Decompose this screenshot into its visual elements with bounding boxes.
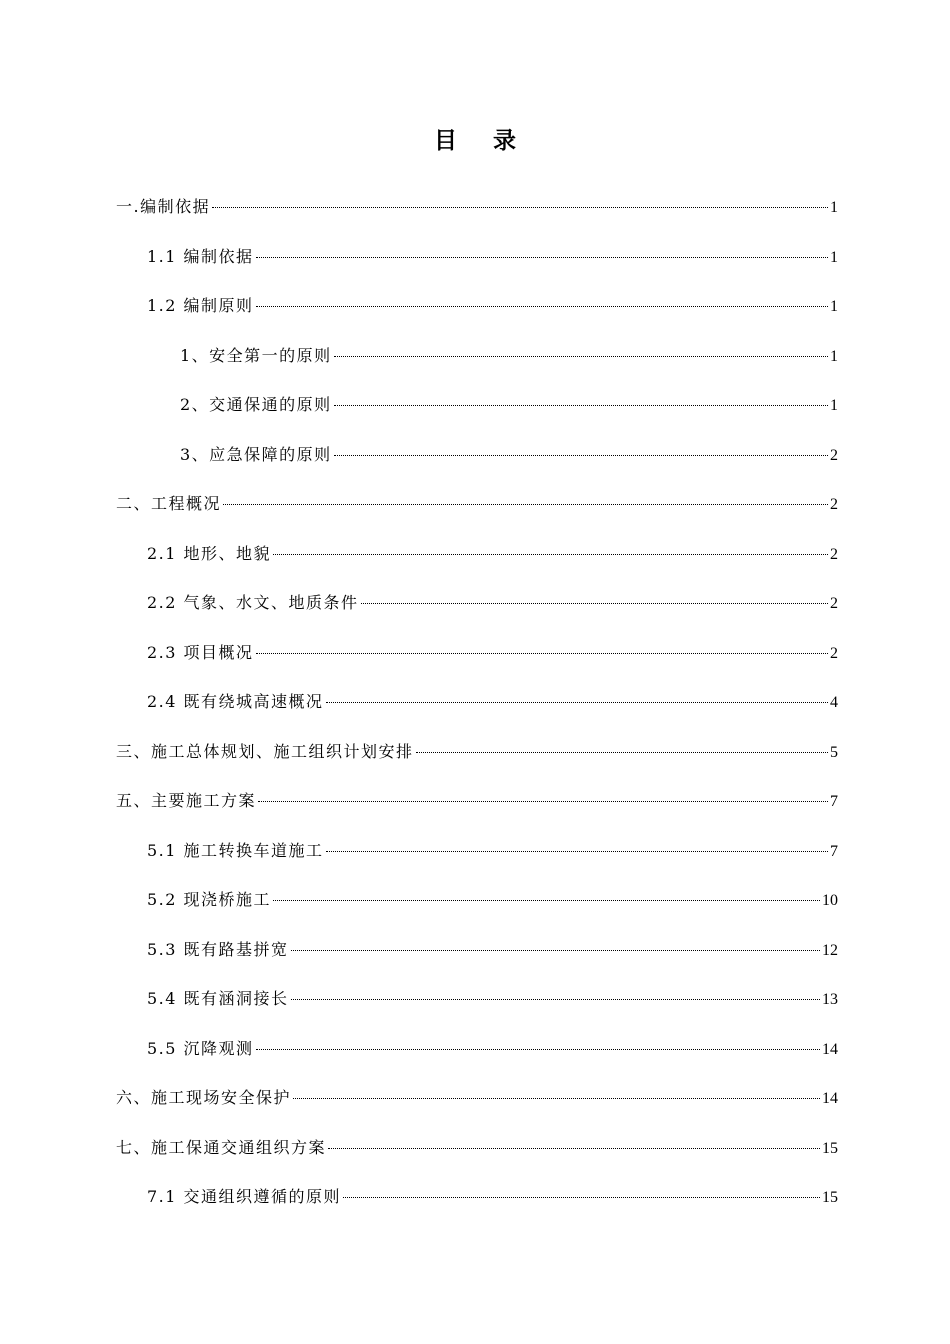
toc-entry[interactable] xyxy=(116,1081,838,1131)
toc-dot-leader xyxy=(256,257,828,258)
toc-entry[interactable] xyxy=(116,784,838,834)
toc-dot-leader xyxy=(343,1197,820,1198)
toc-entry-text: 五、主要施工方案 xyxy=(116,791,257,810)
toc-dot-leader xyxy=(256,1049,820,1050)
toc-dot-leader xyxy=(273,554,828,555)
toc-entry[interactable] xyxy=(116,388,838,438)
toc-entry-text: 1、安全第一的原则 xyxy=(180,345,332,365)
toc-dot-leader xyxy=(212,207,828,208)
toc-page-number: 2 xyxy=(830,545,838,563)
toc-entry[interactable] xyxy=(116,834,838,884)
toc-entry-text: 2.1 地形、地貌 xyxy=(147,543,272,563)
toc-dot-leader xyxy=(361,603,828,604)
toc-entry[interactable] xyxy=(116,1131,838,1181)
toc-entry[interactable] xyxy=(116,735,838,785)
toc-dot-leader xyxy=(326,702,828,703)
toc-page-number: 7 xyxy=(830,793,838,810)
toc-page-number: 15 xyxy=(822,1139,838,1157)
toc-page-number: 15 xyxy=(822,1189,838,1206)
toc-entry-text: 1.2 编制原则 xyxy=(147,296,254,315)
toc-page-number: 5 xyxy=(830,743,838,761)
toc-entry-text: 一.编制依据 xyxy=(116,197,211,216)
toc-dot-leader xyxy=(291,999,820,1000)
toc-page-number: 14 xyxy=(822,1090,838,1107)
toc-dot-leader xyxy=(334,455,828,456)
toc-page-number: 10 xyxy=(822,892,838,909)
toc-entry[interactable] xyxy=(116,586,838,636)
toc-page-number: 1 xyxy=(830,248,838,266)
toc-entry[interactable] xyxy=(116,438,838,488)
toc-page-number: 7 xyxy=(830,842,838,860)
toc-entry-text: 3、应急保障的原则 xyxy=(180,444,332,464)
toc-dot-leader xyxy=(291,950,820,951)
toc-page-number: 2 xyxy=(830,446,838,464)
toc-entry-text: 2.2 气象、水文、地质条件 xyxy=(147,593,359,612)
toc-page-number: 14 xyxy=(822,1040,838,1058)
toc-entry[interactable] xyxy=(116,685,838,735)
toc-list xyxy=(116,190,838,1230)
toc-page-number: 2 xyxy=(830,644,838,662)
toc-entry-text: 二、工程概况 xyxy=(116,494,222,513)
toc-entry[interactable] xyxy=(116,1032,838,1082)
toc-title: 目 录 xyxy=(433,128,530,154)
toc-dot-leader xyxy=(256,653,828,654)
toc-entry-text: 2.4 既有绕城高速概况 xyxy=(147,692,324,711)
toc-page-number: 1 xyxy=(830,199,838,216)
toc-page-number: 2 xyxy=(830,496,838,513)
toc-entry-text: 5.4 既有涵洞接长 xyxy=(147,989,289,1008)
toc-dot-leader xyxy=(273,900,820,901)
toc-dot-leader xyxy=(328,1148,820,1149)
toc-entry-text: 7.1 交通组织遵循的原则 xyxy=(147,1187,342,1206)
toc-entry[interactable] xyxy=(116,537,838,587)
toc-dot-leader xyxy=(223,504,828,505)
toc-entry-text: 七、施工保通交通组织方案 xyxy=(116,1137,327,1157)
toc-entry-text: 2.3 项目概况 xyxy=(147,642,254,662)
toc-dot-leader xyxy=(293,1098,820,1099)
toc-entry[interactable] xyxy=(116,1180,838,1230)
toc-dot-leader xyxy=(334,356,828,357)
toc-page-number: 12 xyxy=(822,941,838,959)
toc-entry[interactable] xyxy=(116,487,838,537)
toc-dot-leader xyxy=(256,306,828,307)
toc-dot-leader xyxy=(258,801,828,802)
toc-entry[interactable] xyxy=(116,982,838,1032)
toc-entry-text: 5.5 沉降观测 xyxy=(147,1038,254,1058)
toc-entry[interactable] xyxy=(116,289,838,339)
toc-page-number: 1 xyxy=(830,397,838,414)
toc-entry[interactable] xyxy=(116,339,838,389)
toc-page-number: 1 xyxy=(830,298,838,315)
toc-page-number: 4 xyxy=(830,694,838,711)
toc-entry-text: 1.1 编制依据 xyxy=(147,246,254,266)
toc-dot-leader xyxy=(334,405,828,406)
toc-entry[interactable] xyxy=(116,933,838,983)
toc-page-number: 1 xyxy=(830,347,838,365)
toc-entry[interactable] xyxy=(116,636,838,686)
toc-entry[interactable] xyxy=(116,883,838,933)
toc-dot-leader xyxy=(326,851,828,852)
toc-entry-text: 5.3 既有路基拼宽 xyxy=(147,939,289,959)
toc-entry[interactable] xyxy=(116,190,838,240)
toc-entry-text: 三、施工总体规划、施工组织计划安排 xyxy=(116,741,414,761)
toc-entry-text: 六、施工现场安全保护 xyxy=(116,1088,292,1107)
toc-page-number: 13 xyxy=(822,991,838,1008)
toc-entry-text: 5.2 现浇桥施工 xyxy=(147,890,272,909)
toc-entry[interactable] xyxy=(116,240,838,290)
toc-entry-text: 5.1 施工转换车道施工 xyxy=(147,840,324,860)
toc-entry-text: 2、交通保通的原则 xyxy=(180,395,332,414)
toc-dot-leader xyxy=(416,752,828,753)
toc-page-number: 2 xyxy=(830,595,838,612)
